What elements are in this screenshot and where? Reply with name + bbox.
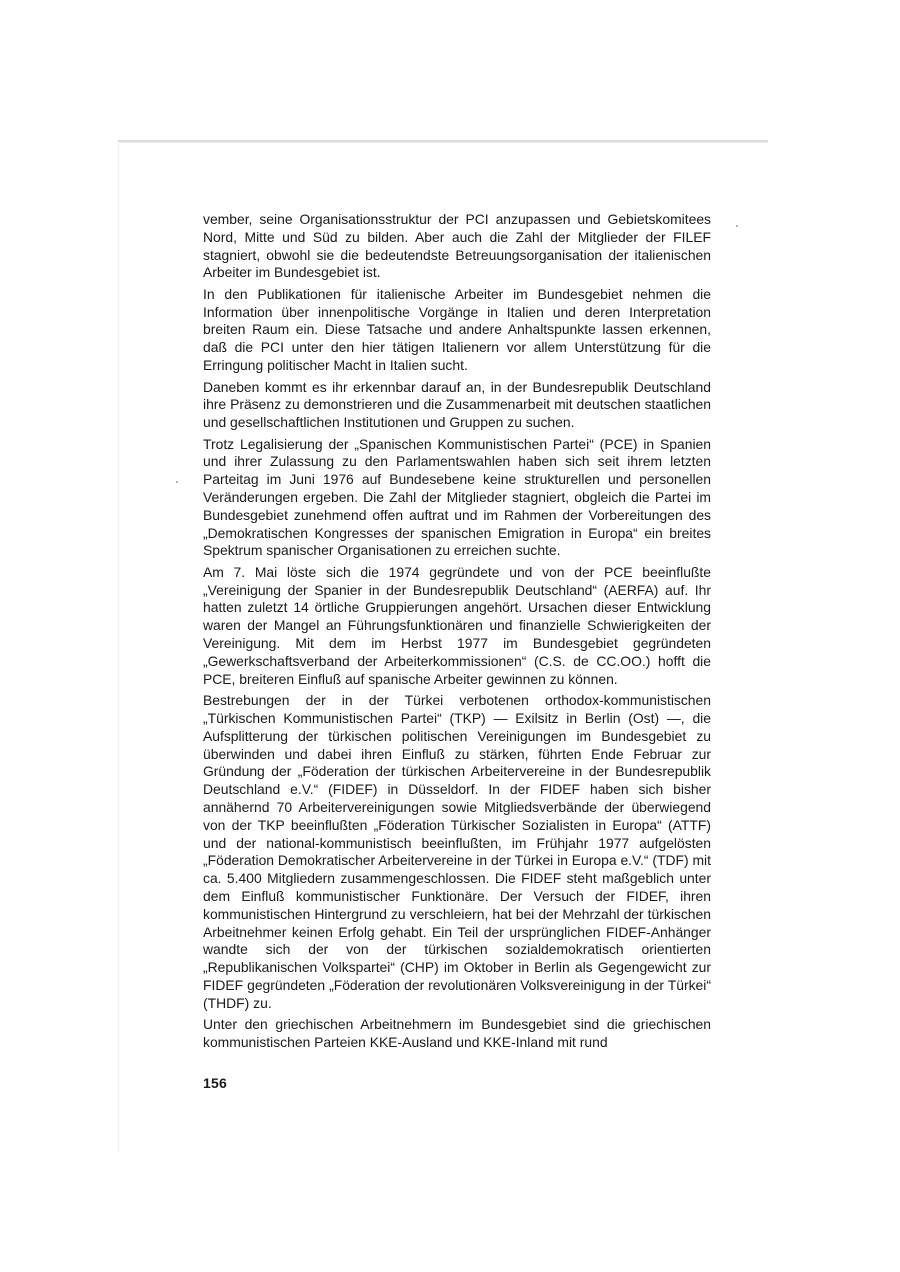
scan-speck — [176, 481, 178, 483]
scan-left-edge — [118, 142, 120, 1152]
paragraph-pci-structure: vember, seine Organisationsstruktur der PCI anzupassen und Gebietskomitees Nord, Mitte und Süd zu bilden. Aber auch die Zahl der Mitglieder der FILEF stagniert, obwohl sie die bedeutendste Betreuungsorganisation der italienischen Arbeiter im Bundesgebiet ist. — [203, 211, 711, 281]
paragraph-tkp-fidef: Bestrebungen der in der Türkei verbotenen orthodox-kommunistischen „Türkischen Kommunistischen Partei“ (TKP) — Exilsitz in Berlin (Ost) —, die Aufsplitterung der türkischen politischen Vereinigungen im Bundesgebiet zu überwinden und dabei ihren Einfluß zu stärken, führten Ende Februar zur Gründung der „Föderation der türkischen Arbeitervereine in der Bundesrepublik Deutschland e.V.“ (FIDEF) in Düsseldorf. In der FIDEF haben sich bisher annähernd 70 Arbeitervereinigungen sowie Mitgliedsverbände der überwiegend von der TKP beeinflußten „Föderation Türkischer Sozialisten in Europa“ (ATTF) und der national-kommunistisch beeinflußten, im Frühjahr 1977 aufgelösten „Föderation Demokratischer Arbeitervereine in der Türkei in Europa e.V.“ (TDF) mit ca. 5.400 Mitgliedern zusammengeschlossen. Die FIDEF steht maßgeblich unter dem Einfluß kommunistischer Funktionäre. Der Versuch der FIDEF, ihren kommunistischen Hintergrund zu verschleiern, hat bei der Mehrzahl der türkischen Arbeitnehmer keinen Erfolg gehabt. Ein Teil der ursprünglichen FIDEF-Anhänger wandte sich der von der türkischen sozialdemokratisch orientierten „Republikanischen Volkspartei“ (CHP) im Oktober in Berlin als Gegengewicht zur FIDEF gegründeten „Föderation der revolutionären Volksvereinigung in der Türkei“ (THDF) zu. — [203, 692, 711, 1011]
paragraph-italian-publications: In den Publikationen für italienische Arbeiter im Bundesgebiet nehmen die Information über innenpolitische Vorgänge in Italien und deren Interpretation breiten Raum ein. Diese Tatsache und andere Anhaltspunkte lassen erkennen, daß die PCI unter den hier tätigen Italienern vor allem Unterstützung für die Erringung politischer Macht in Italien sucht. — [203, 285, 711, 374]
paragraph-pce-spain: Trotz Legalisierung der „Spanischen Kommunistischen Partei“ (PCE) in Spanien und ihrer Zulassung zu den Parlamentswahlen haben sich seit ihrem letzten Parteitag im Juni 1976 auf Bundesebene keine strukturellen und personellen Veränderungen ergeben. Die Zahl der Mitglieder stagniert, obgleich die Partei im Bundesgebiet zunehmend offen auftrat und im Rahmen der Vorbereitungen des „Demokratischen Kongresses der spanischen Emigration in Europa“ ein breites Spektrum spanischer Organisationen zu erreichen suchte. — [203, 435, 711, 559]
scan-speck — [736, 225, 738, 227]
paragraph-aerfa-dissolution: Am 7. Mai löste sich die 1974 gegründete und von der PCE beeinflußte „Vereinigung der Spanier in der Bundesrepublik Deutschland“ (AERFA) auf. Ihr hatten zuletzt 14 örtliche Gruppierungen angehört. Ursachen dieser Entwicklung waren der Mangel an Führungsfunktionären und finanzielle Schwierigkeiten der Vereinigung. Mit dem im Herbst 1977 im Bundesgebiet gegründeten „Gewerkschaftsverband der Arbeiterkommissionen“ (C.S. de CC.OO.) hofft die PCE, breiteren Einfluß auf spanische Arbeiter gewinnen zu können. — [203, 563, 711, 687]
page-body — [203, 211, 711, 1055]
page-number: 156 — [203, 1075, 227, 1091]
paragraph-greek-workers: Unter den griechischen Arbeitnehmern im Bundesgebiet sind die griechischen kommunistischen Parteien KKE-Ausland und KKE-Inland mit rund — [203, 1016, 711, 1050]
paragraph-pci-presence: Daneben kommt es ihr erkennbar darauf an, in der Bundesrepublik Deutschland ihre Präsenz zu demonstrieren und die Zusammenarbeit mit deutschen staatlichen und gesellschaftlichen Institutionen und Gruppen zu suchen. — [203, 378, 711, 431]
scan-top-edge — [118, 140, 768, 143]
